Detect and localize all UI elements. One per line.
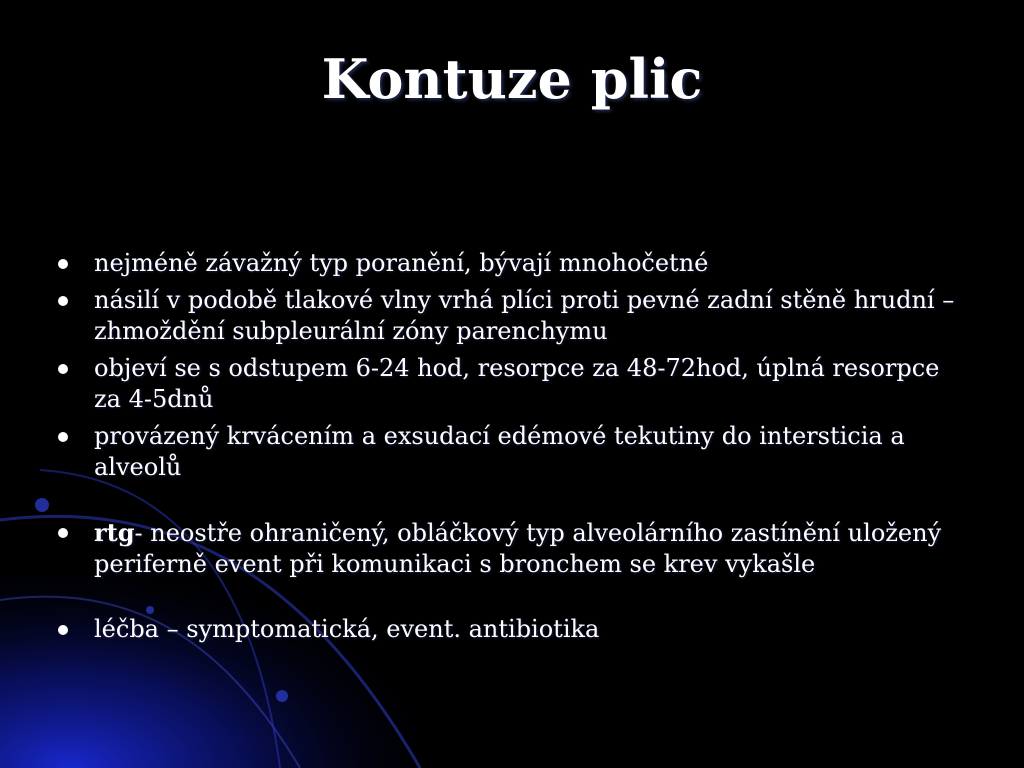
bullet-bold-term: rtg	[94, 518, 135, 547]
bullet-item	[58, 614, 958, 645]
bullet-text: násilí v podobě tlakové vlny vrhá plíci proti pevné zadní stěně hrudní – zhmoždění subpleurální zóny parenchymu	[94, 286, 955, 345]
bullet-text: provázený krvácením a exsudací edémové tekutiny do intersticia a alveolů	[94, 422, 905, 481]
bullet-item	[58, 285, 958, 347]
bullet-text: - neostře ohraničený, obláčkový typ alveolárního zastínění uložený periferně event při komunikaci s bronchem se krev vykašle	[94, 519, 942, 578]
bullet-dot-icon	[58, 625, 68, 635]
bullet-text: nejméně závažný typ poranění, bývají mnohočetné	[94, 249, 709, 277]
bullet-item	[58, 353, 958, 415]
slide-title: Kontuze plic	[321, 47, 703, 111]
bullet-item-rtg	[58, 517, 958, 580]
bullet-dot-icon	[58, 432, 68, 442]
bullet-dot-icon	[58, 364, 68, 374]
bullet-dot-icon	[58, 296, 68, 306]
bullet-list	[58, 248, 958, 651]
bullet-text: objeví se s odstupem 6-24 hod, resorpce za 48-72hod, úplná resorpce za 4-5dnů	[94, 354, 940, 413]
bullet-item	[58, 421, 958, 483]
bullet-item	[58, 248, 958, 279]
bullet-text: léčba – symptomatická, event. antibiotika	[94, 615, 600, 643]
bullet-dot-icon	[58, 528, 68, 538]
bullet-dot-icon	[58, 259, 68, 269]
